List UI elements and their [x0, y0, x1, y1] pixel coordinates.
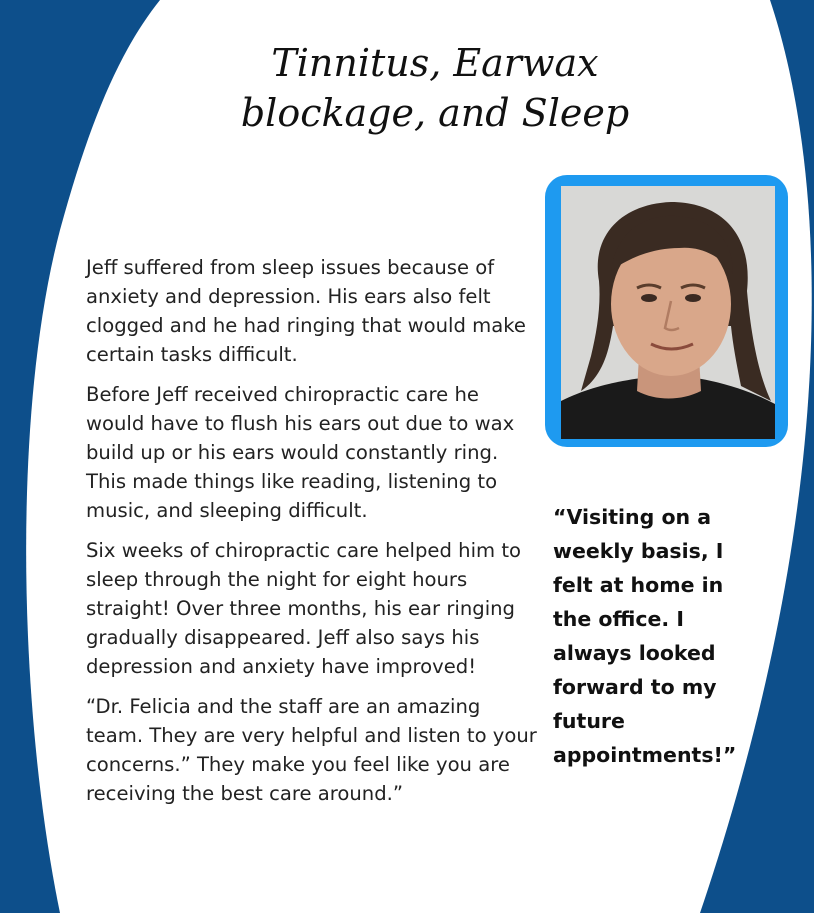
portrait-photo	[561, 186, 775, 439]
photo-frame	[545, 175, 788, 447]
paragraph: Before Jeff received chiropractic care he would have to flush his ears out due to wax build up or his ears would constantly ring. This made things like reading, listening to music, and sleeping difficult.	[86, 383, 515, 522]
paragraph: “Dr. Felicia and the staff are an amazing team. They are very helpful and listen to your concerns.” They make you feel like you are receiving the best care around.”	[86, 695, 537, 805]
pull-quote: “Visiting on a weekly basis, I felt at home in the office. I always looked forward to my future appointments!”	[553, 505, 737, 767]
paragraph: Six weeks of chiropractic care helped him to sleep through the night for eight hours straight! Over three months, his ear ringing gradually disappeared. Jeff also says his depression and anxiety have improved!	[86, 539, 521, 678]
testimonial-body	[86, 253, 542, 819]
paragraph: Jeff suffered from sleep issues because of anxiety and depression. His ears also felt clogged and he had ringing that would make certain tasks difficult.	[86, 256, 526, 366]
page-title: Tinnitus, Earwax blockage, and Sleep	[240, 41, 630, 135]
